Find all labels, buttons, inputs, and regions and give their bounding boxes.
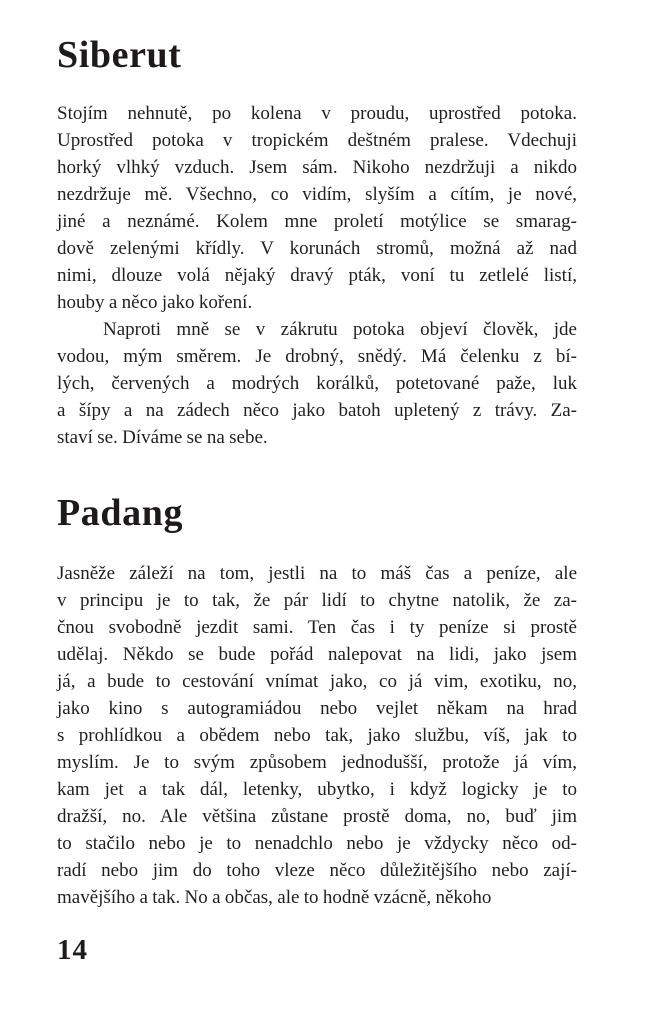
page-number: 14 <box>57 934 88 966</box>
text-line: jako kino s autogramiádou nebo vejlet někam na hrad <box>57 698 577 719</box>
text-line: Uprostřed potoka v tropickém deštném pralese. Vdechuji <box>57 130 577 151</box>
text-line: nezdržuje mě. Všechno, co vidím, slyším a cítím, je nové, <box>57 184 577 205</box>
text-line: nimi, dlouze volá nějaký dravý pták, voní tu zetlelé listí, <box>57 265 577 286</box>
text-line: Jasněže záleží na tom, jestli na to máš čas a peníze, ale <box>57 563 577 584</box>
text-line: já, a bude to cestování vnímat jako, co já vim, exotiku, no, <box>57 671 577 692</box>
text-line: vodou, mým směrem. Je drobný, snědý. Má čelenku z bí- <box>57 346 577 367</box>
text-line: s prohlídkou a obědem nebo tak, jako službu, víš, jak to <box>57 725 577 746</box>
text-line: čnou svobodně jezdit sami. Ten čas i ty peníze si prostě <box>57 617 577 638</box>
text-line: jiné a neznámé. Kolem mne proletí motýlice se smarag- <box>57 211 577 232</box>
text-line: kam jet a tak dál, letenky, ubytko, i když logicky je to <box>57 779 577 800</box>
paragraph-siberut-2 <box>57 316 577 451</box>
section-body-padang <box>57 560 577 911</box>
text-line: Naproti mně se v zákrutu potoka objeví člověk, jde <box>103 319 577 340</box>
section-heading-padang: Padang <box>57 492 184 534</box>
text-line: to stačilo nebo je to nenadchlo nebo je vždycky něco od- <box>57 833 577 854</box>
text-line: a šípy a na zádech něco jako batoh upletený z trávy. Za- <box>57 400 577 421</box>
text-line: radí nebo jim do toho vleze něco důležitějšího nebo zají- <box>57 860 577 881</box>
text-line: horký vlhký vzduch. Jsem sám. Nikoho nezdržuji a nikdo <box>57 157 577 178</box>
text-line: mavějšího a tak. No a občas, ale to hodně vzácně, někoho <box>57 887 492 908</box>
paragraph-padang-1 <box>57 560 577 911</box>
text-line: udělaj. Někdo se bude pořád nalepovat na lidi, jako jsem <box>57 644 577 665</box>
text-line: houby a něco jako koření. <box>57 292 253 313</box>
paragraph-siberut-1 <box>57 100 577 316</box>
text-line: dově zelenými křídly. V korunách stromů, možná až nad <box>57 238 577 259</box>
text-line: myslím. Je to svým způsobem jednodušší, protože já vím, <box>57 752 577 773</box>
text-line: dražší, no. Ale většina zůstane prostě doma, no, buď jim <box>57 806 577 827</box>
text-line: Stojím nehnutě, po kolena v proudu, uprostřed potoka. <box>57 103 577 124</box>
section-heading-siberut: Siberut <box>57 34 182 76</box>
text-line: staví se. Díváme se na sebe. <box>57 427 268 448</box>
section-body-siberut <box>57 100 577 451</box>
text-line: v principu je to tak, že pár lidí to chytne natolik, že za- <box>57 590 577 611</box>
text-line: lých, červených a modrých korálků, potetované paže, luk <box>57 373 577 394</box>
